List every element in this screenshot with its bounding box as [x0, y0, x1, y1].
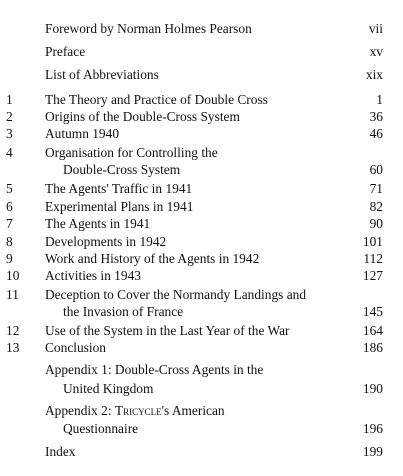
toc-entry-title: Origins of the Double-Cross System: [45, 109, 240, 124]
chapter-number: 5: [6, 181, 13, 196]
toc-entry-title: Foreword by Norman Holmes Pearson: [45, 21, 252, 36]
toc-entry-page: 127: [362, 268, 383, 283]
chapter-number: 13: [6, 340, 20, 355]
chapter-number: 6: [6, 199, 13, 214]
toc-entry-title: Developments in 1942: [45, 234, 167, 249]
toc-entry-title-continued: Questionnaire: [63, 421, 139, 436]
codename-smallcaps: Tricycle: [114, 403, 162, 418]
toc-entry-page: 60: [369, 162, 383, 177]
toc-entry-title-continued: the Invasion of France: [63, 304, 184, 319]
chapter-number: 9: [6, 251, 13, 266]
toc-entry-page: 196: [362, 421, 383, 436]
chapter-number: 3: [6, 126, 13, 141]
toc-entry-page: 145: [362, 304, 383, 319]
toc-entry-title: The Agents' Traffic in 1941: [45, 181, 193, 196]
chapter-number: 4: [6, 145, 13, 160]
toc-entry-title: Work and History of the Agents in 1942: [45, 251, 260, 266]
chapter-number: 1: [6, 92, 13, 107]
chapter-number: 11: [6, 287, 19, 302]
toc-entry-page: 1: [376, 92, 383, 107]
chapter-number: 2: [6, 109, 13, 124]
toc-entry-title: Activities in 1943: [45, 268, 141, 283]
toc-entry-page: 101: [362, 234, 383, 249]
toc-entry-page: 82: [369, 199, 383, 214]
toc-entry-page: vii: [368, 21, 383, 36]
toc-entry-title: Index: [45, 444, 76, 459]
toc-entry-title: The Agents in 1941: [45, 216, 151, 231]
toc-entry-title: Organisation for Controlling the: [45, 145, 218, 160]
toc-entry-title: Preface: [45, 44, 86, 59]
chapter-number: 7: [6, 216, 13, 231]
toc-entry-title: Conclusion: [45, 340, 107, 355]
toc-entry-title: The Theory and Practice of Double Cross: [45, 92, 268, 107]
toc-entry-title: Experimental Plans in 1941: [45, 199, 194, 214]
appendix-prefix: Appendix 2:: [45, 403, 115, 418]
toc-entry-page: 112: [363, 251, 383, 266]
appendix-suffix: 's American: [161, 403, 225, 418]
toc-entry-page: 164: [362, 323, 383, 338]
toc-entry-title: Deception to Cover the Normandy Landings and: [45, 287, 307, 302]
chapter-number: 8: [6, 234, 13, 249]
toc-entry-page: 90: [369, 216, 383, 231]
toc-entry-page: 186: [362, 340, 383, 355]
toc-entry-title: Autumn 1940: [45, 126, 120, 141]
toc-entry-page: 36: [369, 109, 383, 124]
toc-entry-page: xix: [365, 67, 383, 82]
toc-entry-page: 190: [362, 381, 383, 396]
toc-entry-title: Appendix 1: Double-Cross Agents in the: [45, 362, 264, 377]
toc-entry-title: [45, 403, 345, 419]
toc-entry-page: 199: [362, 444, 383, 459]
toc-entry-page: xv: [369, 44, 383, 59]
toc-entry-title: Use of the System in the Last Year of the War: [45, 323, 290, 338]
toc-entry-page: 46: [369, 126, 383, 141]
toc-entry-title-continued: United Kingdom: [63, 381, 154, 396]
chapter-number: 12: [6, 323, 20, 338]
chapter-number: 10: [6, 268, 20, 283]
toc-entry-page: 71: [369, 181, 383, 196]
toc-entry-title: List of Abbreviations: [45, 67, 159, 82]
toc-entry-title-continued: Double-Cross System: [63, 162, 181, 177]
